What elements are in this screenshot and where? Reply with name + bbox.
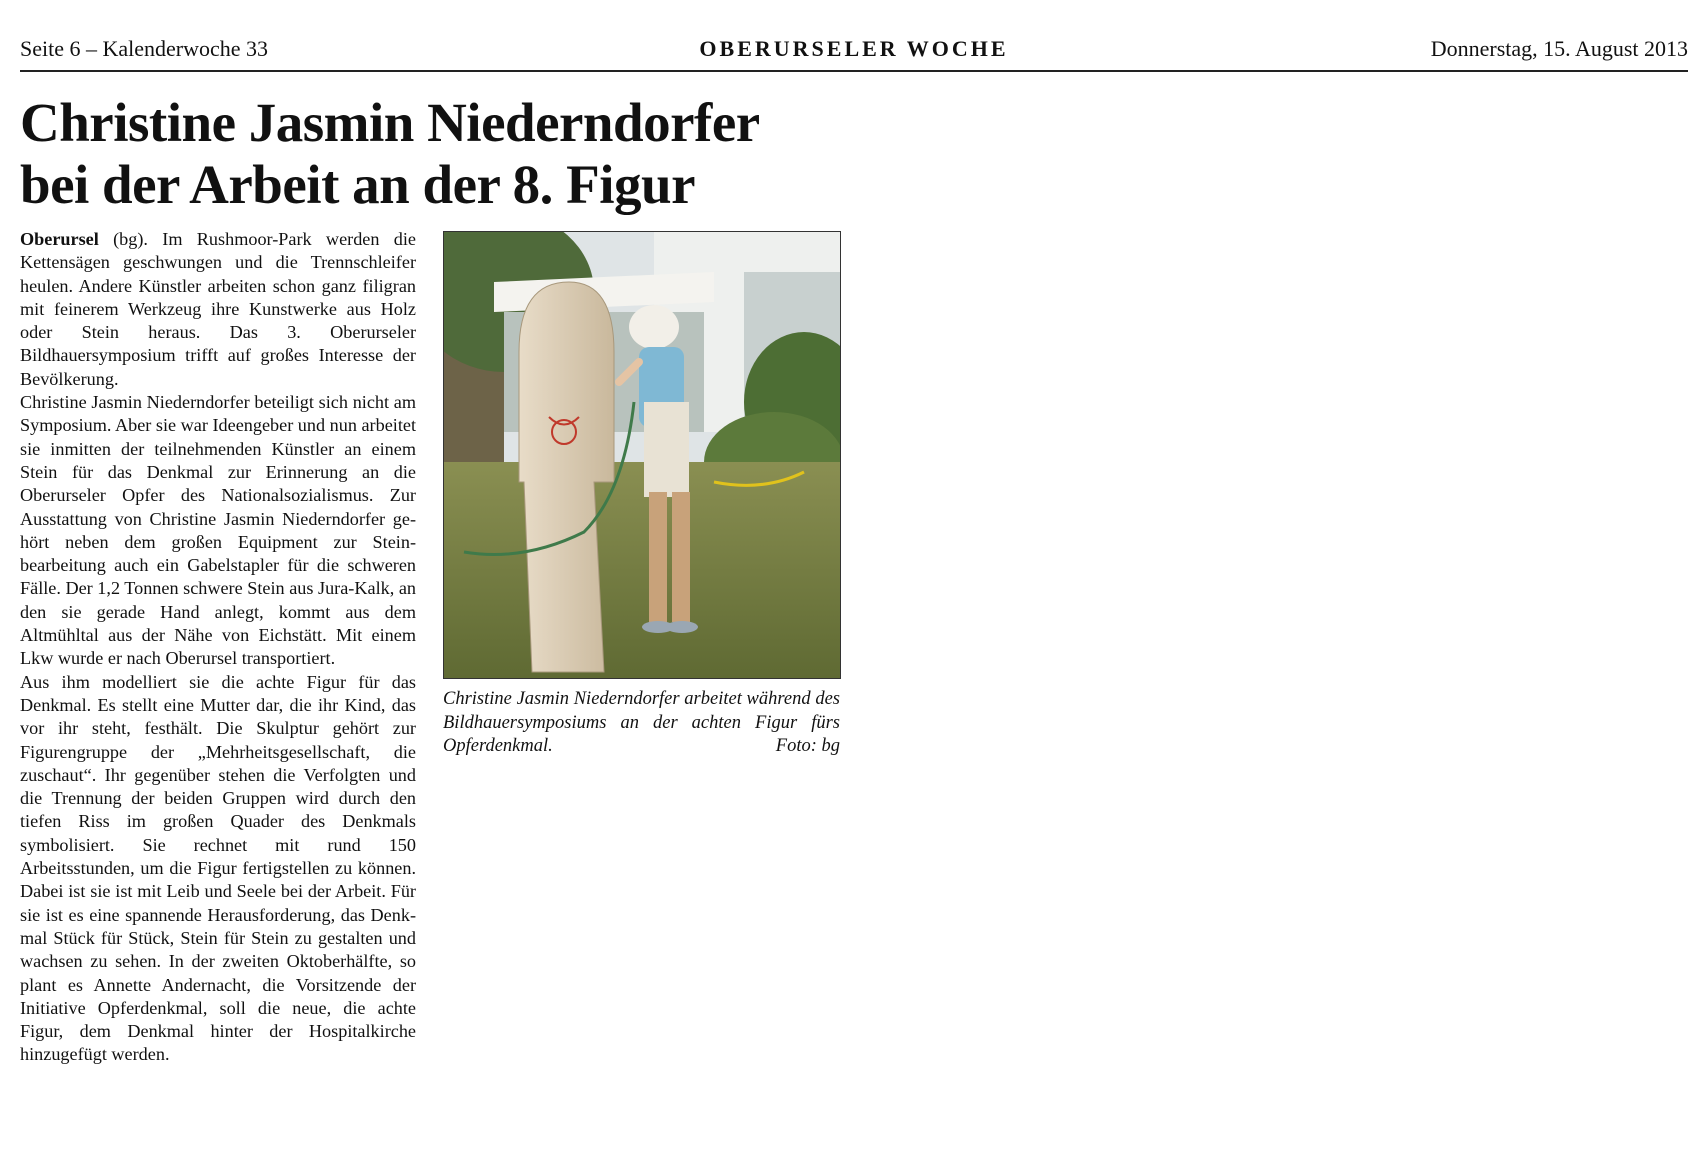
article-body <box>20 228 416 1067</box>
masthead <box>20 34 1688 72</box>
dateline: Oberursel <box>20 229 99 249</box>
page-info: Seite 6 – Kalenderwoche 33 <box>20 36 269 61</box>
caption-text: Christine Jasmin Niederndorfer arbeitet während des Bildhauersymposiums an der achten Figur fürs Opferdenkmal. <box>443 689 840 756</box>
article-headline <box>20 92 920 216</box>
paragraph-3: Aus ihm modelliert sie die achte Figur für das Denkmal. Es stellt eine Mutter dar, die ihr Kind, das vor ihr steht, festhält. Die Skulptur gehört zur Figurengruppe der „Mehrheitsgesellschaft, die zuschaut“. Ihr gegenüber stehen die Verfolgten und die Trennung der beiden Gruppen wird durch den tiefen Riss im großen Quader des Denkmals symbolisiert. Sie rechnet mit rund 150 Arbeitsstunden, um die Figur fertigstellen zu können. Dabei ist sie ist mit Leib und Seele bei der Arbeit. Für sie ist es eine spannende Herausforderung, das Denkmal Stück für Stück, Stein für Stein zu gestalten und wachsen zu sehen. In der zweiten Oktoberhälfte, so plant es Annette Andernacht, die Vorsitzende der Initiative Opferdenkmal, soll die neue, die achte Figur, dem Denkmal hinter der Hospitalkirche hinzugefügt werden. <box>20 671 416 1065</box>
headline-line-1: Christine Jasmin Niederndorfer <box>20 92 760 153</box>
sculptor-photo-image <box>444 232 840 678</box>
photo-caption <box>443 688 840 759</box>
paragraph-2: Christine Jasmin Niederndorfer beteiligt sich nicht am Symposium. Aber sie war Ideengeber und nun arbeitet sie inmitten der teilnehmenden Künstler an einem Stein für das Denkmal zur Erinnerung an die Oberurseler Opfer des Nationalsozialismus. Zur Ausstattung von Christine Jasmin Niederndorfer gehört neben dem großen Equipment zur Steinbearbeitung auch ein Gabelstapler für die schweren Fälle. Der 1,2 Tonnen schwere Stein aus Jura-Kalk, an den sie gerade Hand anlegt, kommt aus dem Altmühltal aus der Nähe von Eichstätt. Mit einem Lkw wurde er nach Oberursel transportiert. <box>20 392 416 669</box>
newspaper-title: OBERURSELER WOCHE <box>699 36 1009 61</box>
paragraph-1 <box>20 228 416 391</box>
headline-line-2: bei der Arbeit an der 8. Figur <box>20 154 696 215</box>
paragraph-1-text: (bg). Im Rushmoor-Park werden die Kettensägen geschwungen und die Trennschleifer heulen. Andere Künstler arbeiten schon ganz filigran mit feinerem Werkzeug ihre Kunstwerke aus Holz oder Stein heraus. Das 3. Oberurseler Bildhauersymposium trifft auf großes Interesse der Bevölkerung. <box>20 229 416 389</box>
photo-credit: Foto: bg <box>775 736 840 756</box>
issue-date: Donnerstag, 15. August 2013 <box>1430 36 1688 61</box>
article-photo <box>443 231 841 679</box>
